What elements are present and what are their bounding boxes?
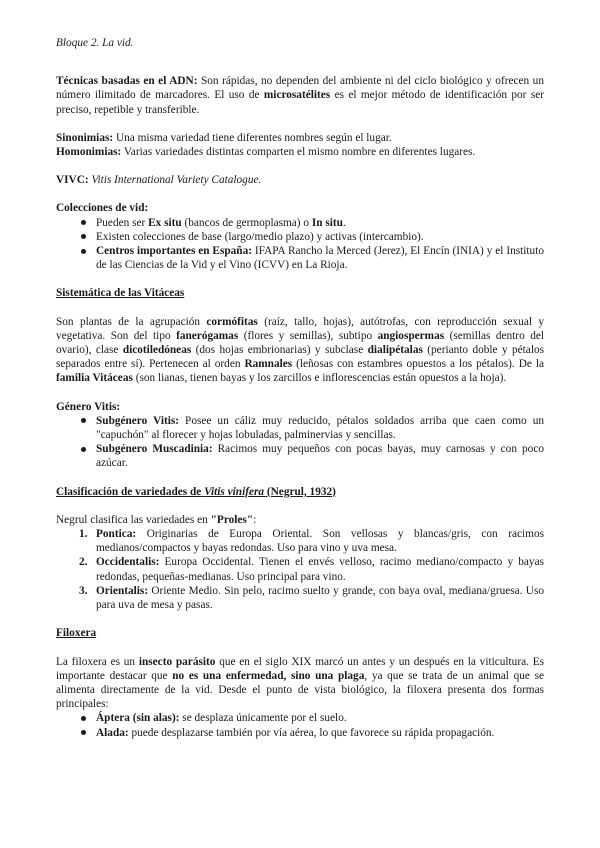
list-item: 2. Occidentalis: Europa Occidental. Tienen el envés velloso, racimo mediano/compacto y bayas redondas, pequeñas-medianas. Uso principal para vino. — [79, 556, 544, 583]
homonimias-line: Homonimias: Varias variedades distintas comparten el mismo nombre en diferentes lugares. — [56, 146, 476, 159]
list-item: 1. Pontica: Originarias de Europa Oriental. Son vellosas y blancas/gris, con racimos medianos/compactos y bayas redondas. Uso para vino y uva mesa. — [79, 528, 544, 555]
vivc-line: VIVC: Vitis International Variety Catalogue. — [56, 174, 262, 187]
clasificacion-heading: Clasificación de variedades de Vitis vinifera (Negrul, 1932) — [56, 485, 336, 498]
filoxera-paragraph: La filoxera es un insecto parásito que en el siglo XIX marcó un antes y un después en la viticultura. Es importante destacar que no es una enfermedad, sino una plaga, ya que se trata de un animal que se alimenta directamente de la vid. Desde el punto de vista biológico, la filoxera presenta dos formas principales: — [56, 655, 544, 711]
sistematica-paragraph: Son plantas de la agrupación cormófitas (raíz, tallo, hojas), autótrofas, con reproducción sexual y vegetativa. Son del tipo fanerógamas (flores y semillas), subtipo angiospermas (semillas dentro del ovario), clase dicotiledóneas (dos hojas embrionarias) y subclase dialipétalas (perianto doble y pétalos separados entre sí). Pertenecen al orden Ramnales (leñosas con estambres opuestos a los pétalos). De la familia Vitáceas (son lianas, tienen bayas y los zarcillos e inflorescencias están opuestos a la hoja). — [56, 315, 544, 385]
list-item: Subgénero Vitis: Posee un cáliz muy reducido, pétalos soldados arriba que caen como un "capuchón" al florecer y hojas lobuladas, palminervias y sencillas. — [96, 414, 544, 442]
adn-paragraph: Técnicas basadas en el ADN: Son rápidas, no dependen del ambiente ni del ciclo biológico y ofrecen un número ilimitado de marcadores. El uso de microsatélites es el mejor método de identificación por ser preciso, repetible y transferible. — [56, 75, 544, 116]
list-item: Alada: puede desplazarse también por vía aérea, lo que favorece su rápida propagación. — [96, 726, 544, 740]
filoxera-list — [56, 711, 544, 739]
filoxera-heading: Filoxera — [56, 627, 97, 640]
list-item: 3. Orientalis: Oriente Medio. Sin pelo, racimo suelto y grande, con baya oval, mediana/gruesa. Uso para uva de mesa y pasas. — [79, 584, 544, 612]
list-item: Existen colecciones de base (largo/medio plazo) y activas (intercambio). — [96, 230, 544, 244]
list-item: Subgénero Muscadinia: Racimos muy pequeños con pocas bayas, muy carnosas y con poco azúcar. — [96, 443, 544, 470]
clasificacion-intro: Negrul clasifica las variedades en "Proles": — [56, 513, 257, 526]
genero-list — [56, 414, 544, 471]
colecciones-heading: Colecciones de vid: — [56, 202, 149, 215]
list-item: Pueden ser Ex situ (bancos de germoplasma) o In situ. — [96, 216, 544, 230]
genero-heading: Género Vitis: — [56, 400, 121, 413]
sistematica-heading: Sistemática de las Vitáceas — [56, 287, 185, 300]
list-item: Centros importantes en España: IFAPA Rancho la Merced (Jerez), El Encín (INIA) y el Instituto de las Ciencias de la Vid y el Vino (ICVV) en La Rioja. — [96, 245, 544, 272]
list-item: Áptera (sin alas): se desplaza únicamente por el suelo. — [96, 711, 544, 725]
sinonimias-line: Sinonimias: Una misma variedad tiene diferentes nombres según el lugar. — [56, 131, 392, 144]
proles-list — [56, 527, 544, 612]
page-header: Bloque 2. La vid. — [56, 37, 134, 49]
colecciones-list — [56, 216, 544, 273]
